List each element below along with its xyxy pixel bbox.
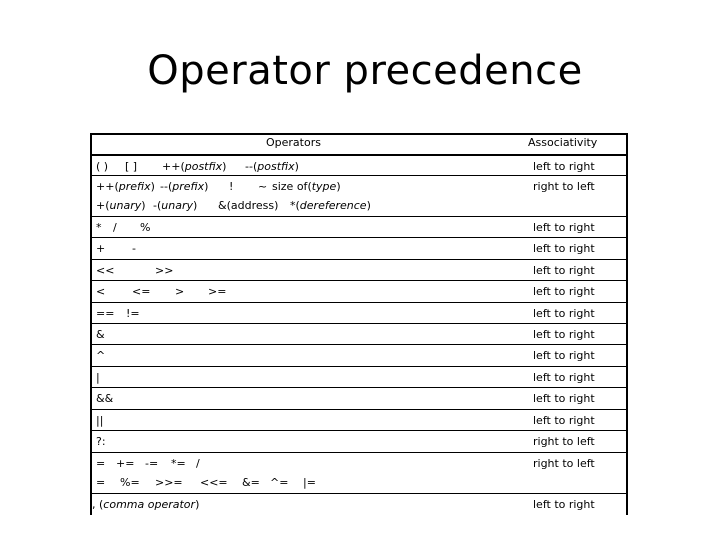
operator-token: > <box>175 285 185 298</box>
operator-token: || <box>96 414 104 427</box>
operator-token: --(postfix) <box>245 160 299 173</box>
table-row <box>90 344 628 366</box>
table-row <box>90 154 628 175</box>
table-row <box>90 409 628 430</box>
table-row <box>90 216 628 237</box>
operator-token: >>= <box>155 476 183 489</box>
operator-token: >> <box>155 264 174 277</box>
operator-token: + <box>96 242 106 255</box>
operator-token: [ ] <box>125 160 138 173</box>
associativity-cell: left to right <box>533 349 595 362</box>
associativity-cell: left to right <box>533 264 595 277</box>
associativity-cell: left to right <box>533 371 595 384</box>
table-row <box>90 280 628 302</box>
operator-token: +(unary) <box>96 199 146 212</box>
operator-token: <<= <box>200 476 228 489</box>
operator-token: &= <box>242 476 260 489</box>
slide-title: Operator precedence <box>147 48 583 94</box>
operator-token: , (comma operator) <box>92 498 200 511</box>
header-associativity: Associativity <box>528 136 598 149</box>
operator-token: *(dereference) <box>290 199 371 212</box>
associativity-cell: right to left <box>533 457 595 470</box>
operator-token: ++(prefix) <box>96 180 155 193</box>
associativity-cell: left to right <box>533 221 595 234</box>
operator-token: ^ <box>96 349 106 362</box>
operator-token: -(unary) <box>153 199 198 212</box>
table-row <box>90 237 628 259</box>
operator-token: >= <box>208 285 227 298</box>
operator-token: = <box>96 457 106 470</box>
operator-token: & <box>96 328 105 341</box>
operator-token: |= <box>303 476 316 489</box>
operator-token: --(prefix) <box>160 180 209 193</box>
operator-token: &(address) <box>218 199 279 212</box>
operator-token: ^= <box>270 476 289 489</box>
operator-token: += <box>116 457 135 470</box>
associativity-cell: right to left <box>533 435 595 448</box>
operator-token: ( ) <box>96 160 109 173</box>
associativity-cell: left to right <box>533 285 595 298</box>
operator-token: == <box>96 307 115 320</box>
table-row <box>90 259 628 280</box>
associativity-cell: left to right <box>533 392 595 405</box>
operator-token: - <box>132 242 136 255</box>
operator-token: * <box>96 221 102 234</box>
operator-token: << <box>96 264 115 277</box>
associativity-cell: left to right <box>533 328 595 341</box>
associativity-cell: left to right <box>533 242 595 255</box>
table-header-row <box>90 133 628 155</box>
operator-token: *= <box>171 457 186 470</box>
associativity-cell: left to right <box>533 160 595 173</box>
operator-token: < <box>96 285 106 298</box>
operator-token: != <box>126 307 140 320</box>
table-row <box>90 175 628 216</box>
table-row <box>90 493 628 515</box>
table-row <box>90 323 628 344</box>
operator-token: && <box>96 392 114 405</box>
table-row <box>90 302 628 323</box>
associativity-cell: left to right <box>533 414 595 427</box>
associativity-cell: left to right <box>533 498 595 511</box>
operator-token: %= <box>120 476 140 489</box>
operator-token: size of(type) <box>272 180 341 193</box>
header-operators: Operators <box>266 136 321 149</box>
operator-token: -= <box>145 457 159 470</box>
operator-token: ?: <box>96 435 106 448</box>
operator-token: = <box>96 476 106 489</box>
operator-token: <= <box>132 285 151 298</box>
associativity-cell: left to right <box>533 307 595 320</box>
table-row <box>90 452 628 493</box>
table-row <box>90 366 628 387</box>
table-row <box>90 430 628 452</box>
operator-token: ++(postfix) <box>162 160 227 173</box>
associativity-cell: right to left <box>533 180 595 193</box>
operator-token: ! <box>229 180 234 193</box>
operator-token: | <box>96 371 100 384</box>
operator-token: ~ <box>258 180 268 193</box>
precedence-table <box>90 133 628 515</box>
operator-token: / <box>196 457 200 470</box>
table-row <box>90 387 628 409</box>
operator-token: % <box>140 221 151 234</box>
operator-token: / <box>113 221 117 234</box>
